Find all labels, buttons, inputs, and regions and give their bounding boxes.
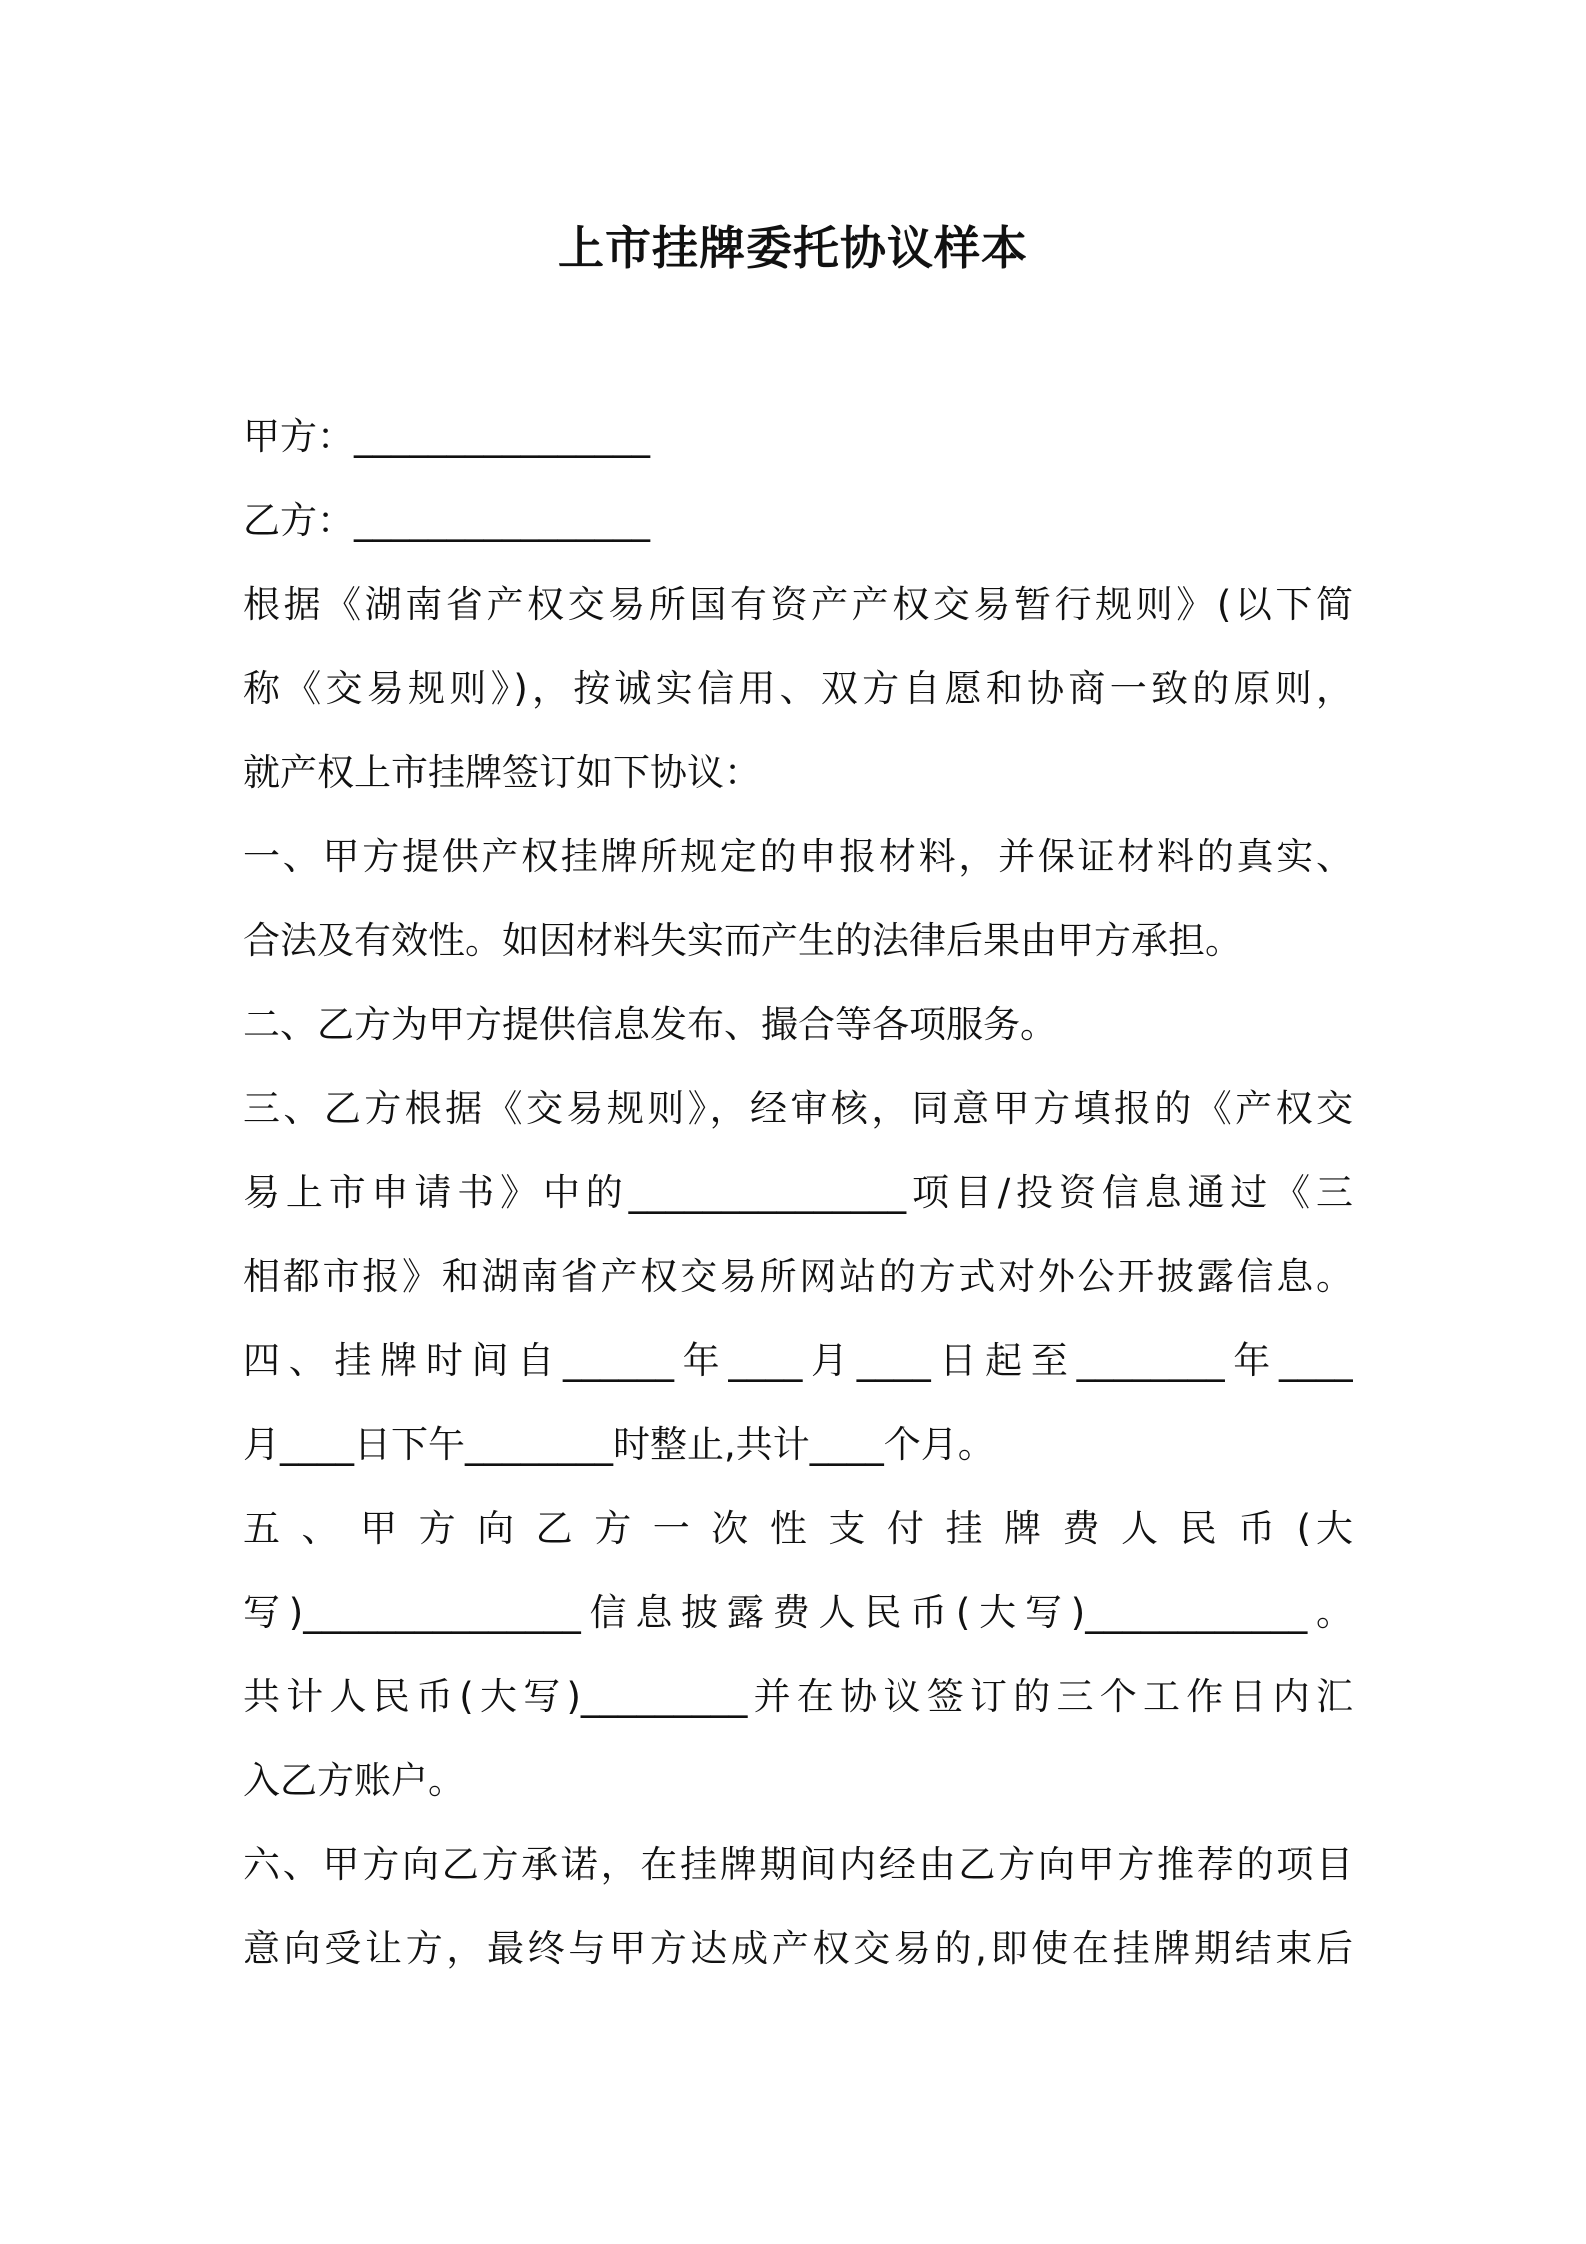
clause-5-line: 写)_______________信息披露费人民币(大写)____________。 [243,1591,1353,1634]
clause-1-line: 一、甲方提供产权挂牌所规定的申报材料，并保证材料的真实、 [243,835,1353,878]
paragraph-line: 就产权上市挂牌签订如下协议： [243,751,761,794]
document-title: 上市挂牌委托协议样本 [558,221,1028,275]
clause-5-line: 共计人民币(大写)_________并在协议签订的三个工作日内汇 [243,1675,1353,1718]
clause-2-line: 二、乙方为甲方提供信息发布、撮合等各项服务。 [243,1003,1057,1046]
clause-6-line: 六、甲方向乙方承诺，在挂牌期间内经由乙方向甲方推荐的项目 [243,1843,1353,1886]
party-b-line: 乙方：________________ [243,499,650,542]
paragraph-line: 根据《湖南省产权交易所国有资产产权交易暂行规则》(以下简 [243,583,1353,626]
clause-4-line: 月____日下午________时整止,共计____个月。 [243,1423,995,1466]
clause-4-line: 四、挂牌时间自______年____月____日起至________年____ [243,1339,1353,1382]
paragraph-line: 称《交易规则》)，按诚实信用、双方自愿和协商一致的原则， [243,667,1353,710]
clause-3-line: 相都市报》和湖南省产权交易所网站的方式对外公开披露信息。 [243,1255,1353,1298]
clause-3-line: 三、乙方根据《交易规则》，经审核，同意甲方填报的《产权交 [243,1087,1353,1130]
clause-1-line: 合法及有效性。如因材料失实而产生的法律后果由甲方承担。 [243,919,1242,962]
party-a-line: 甲方：________________ [243,415,650,458]
clause-6-line: 意向受让方，最终与甲方达成产权交易的,即使在挂牌期结束后 [243,1927,1353,1970]
clause-5-line: 入乙方账户。 [243,1759,465,1802]
clause-5-line: 五 、 甲 方 向 乙 方 一 次 性 支 付 挂 牌 费 人 民 币 (大 [243,1507,1353,1550]
clause-3-line: 易上市申请书》中的_______________项目/投资信息通过《三 [243,1171,1353,1214]
